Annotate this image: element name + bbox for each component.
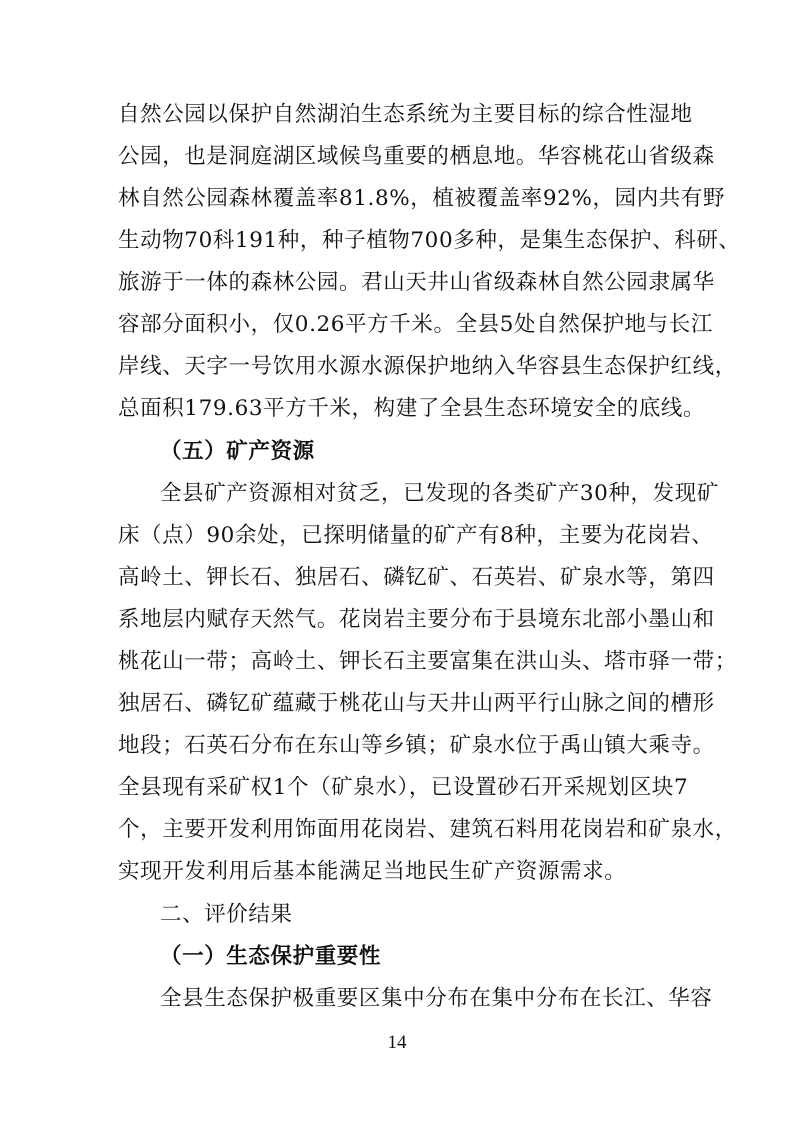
page-number: 14 xyxy=(387,1032,407,1053)
paragraph-line: 个，主要开发利用饰面用花岗岩、建筑石料用花岗岩和矿泉水， xyxy=(118,817,737,842)
paragraph-line: 系地层内赋存天然气。花岗岩主要分布于县境东北部小墨山和 xyxy=(118,607,715,632)
paragraph-line: 林自然公园森林覆盖率81.8%，植被覆盖率92%，园内共有野 xyxy=(118,186,726,211)
paragraph-line: 高岭土、钾长石、独居石、磷钇矿、石英岩、矿泉水等，第四 xyxy=(118,565,715,590)
paragraph-line: 公园，也是洞庭湖区域候鸟重要的栖息地。华容桃花山省级森 xyxy=(118,144,715,169)
paragraph-line: 独居石、磷钇矿蕴藏于桃花山与天井山两平行山脉之间的槽形 xyxy=(118,691,715,716)
paragraph-line: 旅游于一体的森林公园。君山天井山省级森林自然公园隶属华 xyxy=(118,270,715,295)
paragraph-line: 地段；石英石分布在东山等乡镇；矿泉水位于禹山镇大乘寺。 xyxy=(118,733,715,758)
paragraph-line: 全县生态保护极重要区集中分布在集中分布在长江、华容 xyxy=(160,986,713,1011)
subsection-heading-importance: （一）生态保护重要性 xyxy=(160,944,382,969)
section-heading-minerals: （五）矿产资源 xyxy=(160,439,315,464)
paragraph-line: 岸线、天字一号饮用水源水源保护地纳入华容县生态保护红线， xyxy=(118,354,737,379)
paragraph-line: 生动物70科191种，种子植物700多种，是集生态保护、科研、 xyxy=(118,228,741,253)
paragraph-line: 总面积179.63平方千米，构建了全县生态环境安全的底线。 xyxy=(118,396,706,421)
paragraph-line: 床（点）90余处，已探明储量的矿产有8种，主要为花岗岩、 xyxy=(118,523,714,548)
paragraph-line: 实现开发利用后基本能满足当地民生矿产资源需求。 xyxy=(118,859,627,884)
paragraph-line: 全县矿产资源相对贫乏，已发现的各类矿产30种，发现矿 xyxy=(160,481,719,506)
paragraph-line: 容部分面积小，仅0.26平方千米。全县5处自然保护地与长江 xyxy=(118,312,713,337)
section-heading-results: 二、评价结果 xyxy=(160,902,293,927)
paragraph-line: 桃花山一带；高岭土、钾长石主要富集在洪山头、塔市驿一带； xyxy=(118,649,737,674)
paragraph-line: 自然公园以保护自然湖泊生态系统为主要目标的综合性湿地 xyxy=(118,102,693,127)
paragraph-line: 全县现有采矿权1个（矿泉水），已设置砂石开采规划区块7 xyxy=(118,775,689,800)
